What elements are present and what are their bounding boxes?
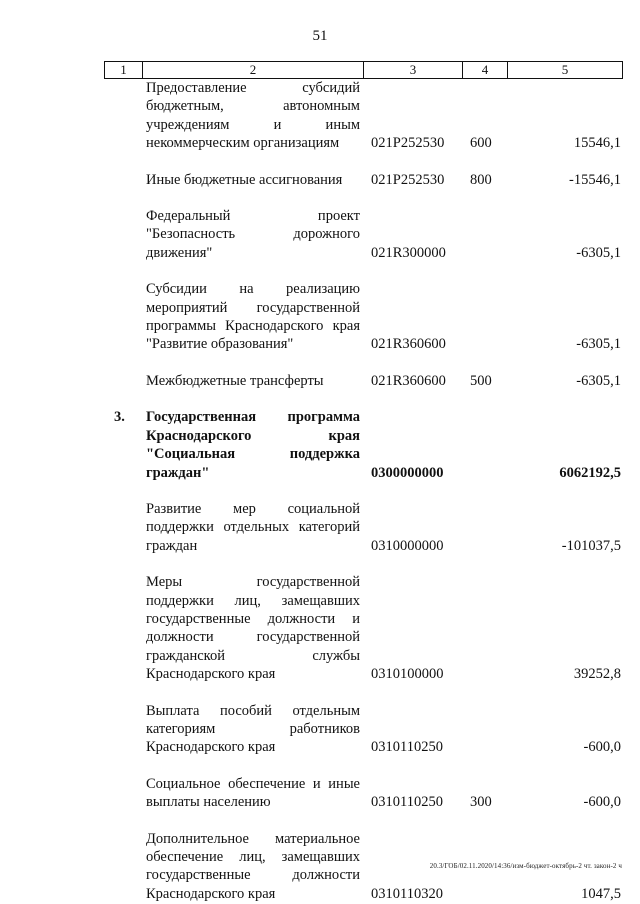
column-header: 5: [561, 62, 569, 77]
row-amount: -101037,5: [561, 537, 621, 554]
row-amount: -600,0: [583, 739, 621, 756]
table-row-program: [104, 408, 623, 482]
table-row: [104, 171, 623, 189]
row-code: 0300000000: [371, 464, 444, 481]
row-name: Социальное обеспечение и иные выплаты населению: [146, 775, 360, 811]
row-amount: -15546,1: [569, 171, 621, 188]
row-amount: 15546,1: [573, 135, 621, 152]
row-amount: -600,0: [583, 794, 621, 811]
page-number: 51: [312, 28, 328, 44]
row-code: 021R300000: [371, 244, 446, 261]
column-header: 2: [143, 62, 364, 78]
row-code: 0310110250: [371, 739, 443, 756]
row-amount: 6062192,5: [559, 464, 621, 481]
table-row: [104, 372, 623, 390]
table-row: [104, 775, 623, 812]
budget-table-body: [104, 79, 623, 903]
row-number: 3.: [114, 409, 125, 426]
row-expense-type: 500: [470, 372, 492, 389]
row-code: 0310110250: [371, 794, 443, 811]
row-name: Дополнительное материальное обеспечение лиц, замещавших государственные должности Краснодарского края: [146, 830, 360, 902]
row-amount: -6305,1: [576, 244, 621, 261]
row-name: Выплата пособий отдельным категориям работников Краснодарского края: [146, 702, 360, 756]
row-name: Межбюджетные трансферты: [146, 372, 324, 389]
row-amount: -6305,1: [576, 336, 621, 353]
row-name: Развитие мер социальной поддержки отдельных категорий граждан: [146, 500, 360, 554]
table-row: [104, 500, 623, 555]
column-header: 1: [105, 62, 143, 78]
row-code: 021R360600: [371, 372, 446, 389]
row-expense-type: 600: [470, 135, 492, 152]
row-name: Федеральный проект "Безопасность дорожного движения": [146, 208, 360, 261]
row-expense-type: 300: [470, 794, 492, 811]
table-row: [104, 79, 623, 153]
table-header: [104, 61, 623, 79]
row-code: 021P252530: [371, 135, 445, 152]
table-row: [104, 702, 623, 757]
column-header: 3: [364, 62, 463, 78]
document-footer: 20.3/ГОБ/02.11.2020/14:36/изм-бюджет-октябрь-2 чт. закон-2 ч: [429, 862, 622, 870]
row-amount: 1047,5: [581, 885, 621, 902]
row-code: 0310000000: [371, 537, 444, 554]
row-code: 0310110320: [371, 885, 443, 902]
row-name: Меры государственной поддержки лиц, замещавших государственные должности и должности государственной гражданской службы Краснодарского края: [146, 574, 360, 683]
row-code: 0310100000: [371, 666, 444, 683]
table-row: [104, 207, 623, 262]
table-row: [104, 280, 623, 354]
row-code: 021P252530: [371, 171, 445, 188]
row-name: Государственная программа Краснодарского края "Социальная поддержка граждан": [146, 409, 360, 481]
row-name: Иные бюджетные ассигнования: [146, 171, 343, 188]
row-name: Субсидии на реализацию мероприятий государственной программы Краснодарского края "Развитие образования": [146, 281, 360, 353]
row-code: 021R360600: [371, 336, 446, 353]
column-header: 4: [463, 62, 508, 78]
row-amount: -6305,1: [576, 372, 621, 389]
table-row: [104, 573, 623, 683]
row-amount: 39252,8: [573, 666, 621, 683]
row-expense-type: 800: [470, 171, 492, 188]
row-name: Предоставление субсидий бюджетным, автономным учреждениям и иным некоммерческим организациям: [146, 80, 360, 152]
